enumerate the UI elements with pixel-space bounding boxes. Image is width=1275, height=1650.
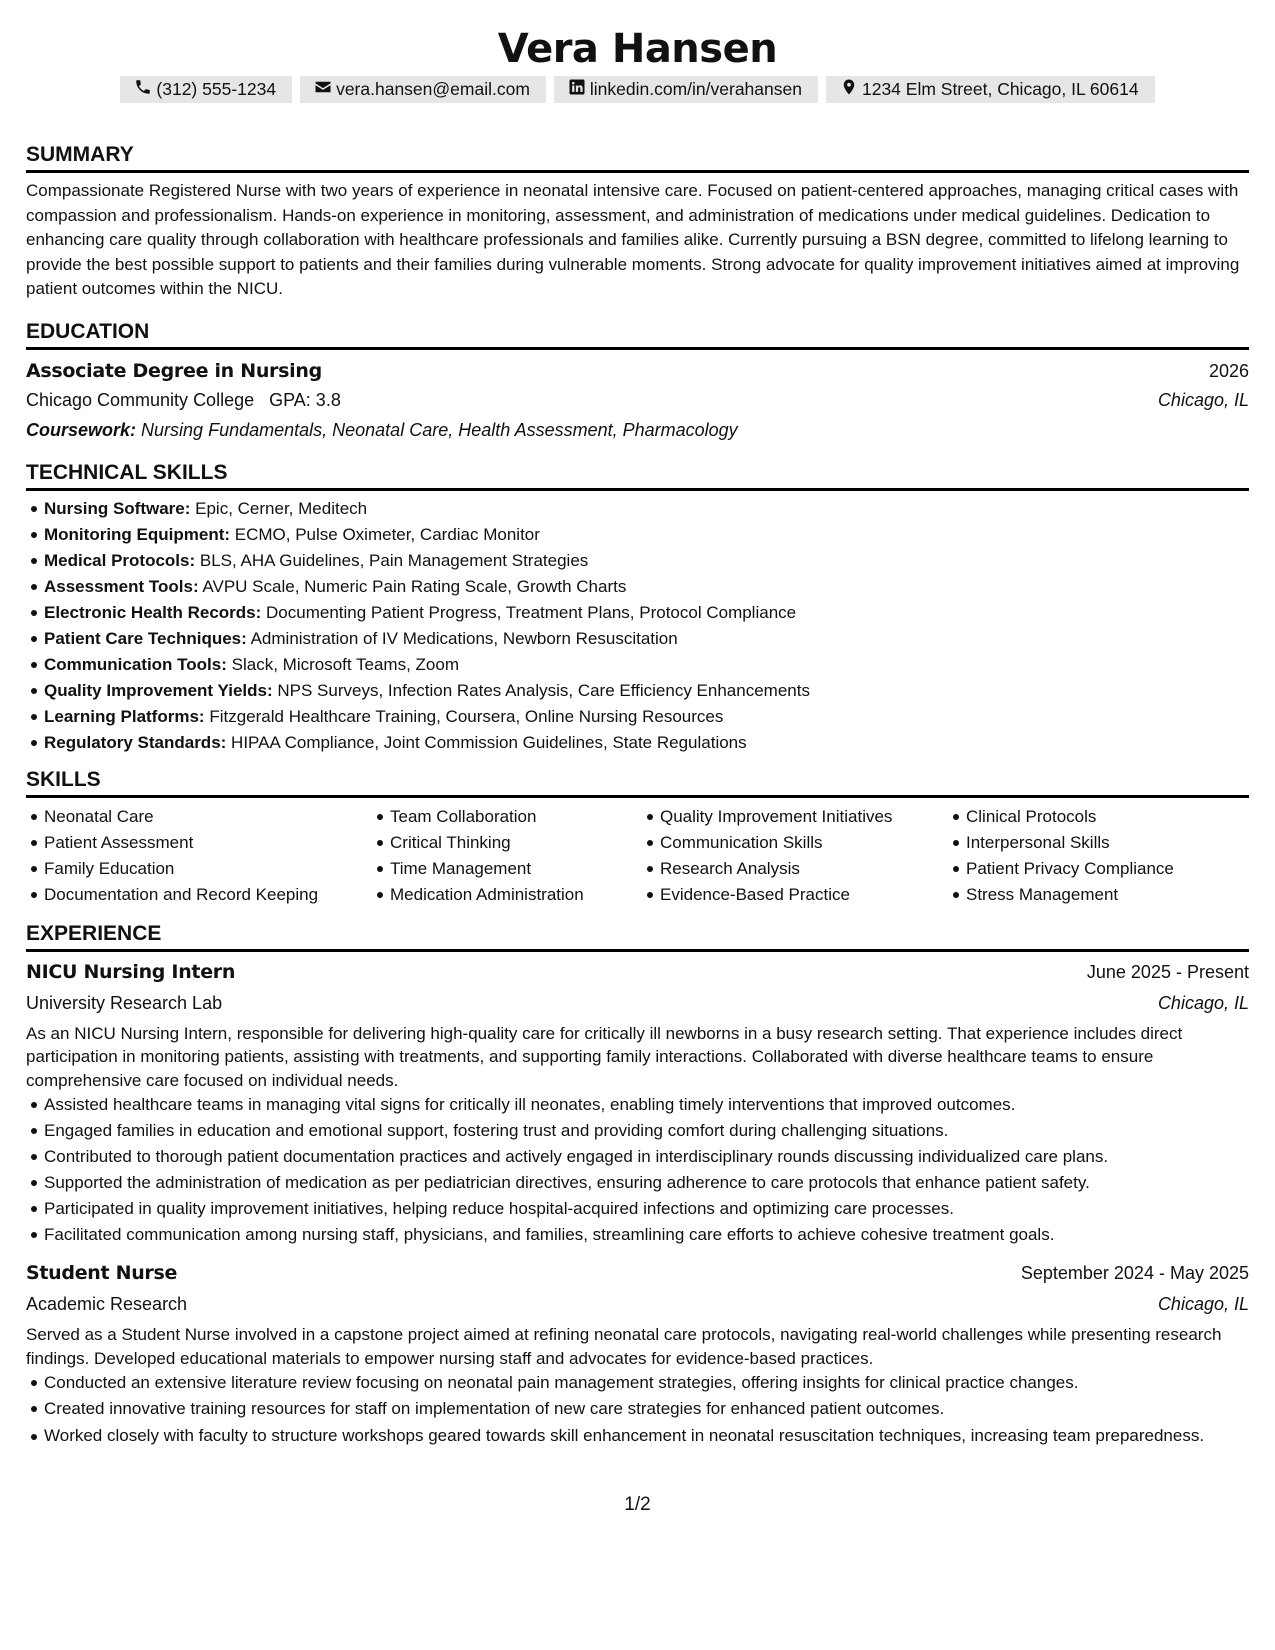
job-dates: June 2025 - Present: [1086, 961, 1249, 982]
skills-heading: SKILLS: [26, 764, 1249, 798]
list-item: Medication Administration: [390, 882, 642, 908]
address-chip: [826, 76, 1155, 103]
list-item: Family Education: [44, 856, 372, 882]
list-item: Facilitated communication among nursing staff, physicians, and families, streamlining care efforts to achieve cohesive treatment goals.: [44, 1222, 1249, 1248]
education-header-row: [26, 356, 1249, 386]
skill-value: Administration of IV Medications, Newborn Resuscitation: [250, 628, 678, 648]
list-item: [44, 600, 1249, 626]
page-number: 1/2: [624, 1494, 651, 1515]
skill-label: Quality Improvement Yields:: [44, 680, 273, 700]
resume-page: [26, 0, 1249, 1650]
technical-skills-heading: TECHNICAL SKILLS: [26, 457, 1249, 491]
list-item: Neonatal Care: [44, 804, 372, 830]
list-item: Team Collaboration: [390, 804, 642, 830]
candidate-name: Vera Hansen: [497, 26, 778, 72]
skill-value: Epic, Cerner, Meditech: [195, 498, 368, 518]
skill-label: Regulatory Standards:: [44, 732, 227, 752]
list-item: Worked closely with faculty to structure workshops geared towards skill enhancement in neonatal resuscitation techniques, increasing team preparedness.: [44, 1424, 1249, 1448]
job-bullets: [26, 1092, 1249, 1248]
list-item: Quality Improvement Initiatives: [660, 804, 948, 830]
skills-column: [372, 804, 642, 908]
linkedin-text: linkedin.com/in/verahansen: [589, 79, 802, 99]
phone-icon: [134, 78, 152, 101]
list-item: [44, 704, 1249, 730]
list-item: [44, 574, 1249, 600]
skill-label: Electronic Health Records:: [44, 602, 262, 622]
coursework-label: Coursework:: [26, 419, 137, 440]
list-item: [44, 730, 1249, 756]
list-item: Patient Assessment: [44, 830, 372, 856]
school-line: [26, 386, 341, 415]
list-item: Contributed to thorough patient documentation practices and actively engaged in interdisciplinary rounds discussing individualized care plans.: [44, 1144, 1249, 1170]
degree-title: Associate Degree in Nursing: [26, 359, 322, 382]
list-item: [44, 496, 1249, 522]
list-item: Created innovative training resources for staff on implementation of new care strategies for enhanced patient outcomes.: [44, 1396, 1249, 1422]
job-dates: September 2024 - May 2025: [1020, 1263, 1249, 1283]
skills-column: [948, 804, 1266, 908]
list-item: Critical Thinking: [390, 830, 642, 856]
job-title: NICU Nursing Intern: [26, 960, 236, 983]
list-item: Communication Skills: [660, 830, 948, 856]
list-item: Clinical Protocols: [966, 804, 1266, 830]
school-location: Chicago, IL: [1157, 389, 1249, 410]
education-heading: EDUCATION: [26, 316, 1249, 350]
coursework-list: Nursing Fundamentals, Neonatal Care, Health Assessment, Pharmacology: [141, 419, 738, 440]
list-item: Evidence-Based Practice: [660, 882, 948, 908]
job-header-row: [26, 1258, 1249, 1289]
skill-value: Documenting Patient Progress, Treatment Plans, Protocol Compliance: [266, 602, 797, 622]
job-description: As an NICU Nursing Intern, responsible for delivering high-quality care for critically ill newborns in a busy research setting. That experience includes direct participation in monitoring patients, assisting with treatments, and supporting family interactions. Collaborated with diverse healthcare teams to ensure comprehensive care focused on individual needs.: [26, 1023, 1183, 1090]
list-item: Assisted healthcare teams in managing vital signs for critically ill neonates, enabling timely interventions that improved outcomes.: [44, 1092, 1249, 1118]
list-item: Patient Privacy Compliance: [966, 856, 1266, 882]
list-item: Time Management: [390, 856, 642, 882]
skill-label: Medical Protocols:: [44, 550, 196, 570]
job-entry: [26, 1258, 1249, 1448]
phone-text: (312) 555-1234: [156, 79, 277, 99]
list-item: Supported the administration of medication as per pediatrician directives, ensuring adherence to care protocols that enhance patient safety.: [44, 1170, 1249, 1196]
envelope-icon: [314, 78, 332, 101]
list-item: Stress Management: [966, 882, 1266, 908]
list-item: [44, 678, 1249, 704]
email-chip[interactable]: [300, 76, 546, 103]
list-item: [44, 548, 1249, 574]
skill-value: BLS, AHA Guidelines, Pain Management Strategies: [199, 550, 589, 570]
skills-column: [642, 804, 948, 908]
job-location: Chicago, IL: [1157, 1294, 1249, 1314]
job-entry: [26, 957, 1249, 1249]
skill-value: AVPU Scale, Numeric Pain Rating Scale, Growth Charts: [202, 576, 627, 596]
linkedin-chip[interactable]: [554, 76, 818, 103]
summary-text: Compassionate Registered Nurse with two years of experience in neonatal intensive care. Focused on patient-centered approaches, managing critical cases with compassion and professionalism. Hands-on experience in monitoring, assessment, and administration of medications under medical guidelines. Dedication to enhancing care quality through collaboration with healthcare professionals and families alike. Currently pursuing a BSN degree, committed to lifelong learning to provide the best possible support to patients and their families during vulnerable moments. Strong advocate for quality improvement initiatives aimed at improving patient outcomes within the NICU.: [26, 181, 1240, 298]
list-item: Conducted an extensive literature review focusing on neonatal pain management strategies, offering insights for clinical practice changes.: [44, 1370, 1249, 1396]
list-item: Documentation and Record Keeping: [44, 882, 372, 908]
school-name: Chicago Community College: [26, 389, 255, 410]
education-school-row: [26, 386, 1249, 415]
coursework-line: [26, 415, 1249, 445]
list-item: [44, 522, 1249, 548]
address-text: 1234 Elm Street, Chicago, IL 60614: [861, 79, 1139, 99]
gpa: GPA: 3.8: [269, 389, 341, 410]
list-item: [44, 652, 1249, 678]
skills-column: [26, 804, 372, 908]
skill-label: Patient Care Techniques:: [44, 628, 247, 648]
job-description: Served as a Student Nurse involved in a capstone project aimed at refining neonatal care protocols, navigating real-world challenges while presenting research findings. Developed educational materials to empower nursing staff and advocates for evidence-based practices.: [26, 1325, 1222, 1368]
job-organization: Academic Research: [26, 1294, 188, 1314]
contact-bar: [26, 76, 1249, 103]
job-bullets: [26, 1370, 1249, 1448]
experience-heading: EXPERIENCE: [26, 918, 1249, 952]
list-item: Interpersonal Skills: [966, 830, 1266, 856]
graduation-year: 2026: [1208, 360, 1249, 381]
job-org-row: [26, 1289, 1249, 1319]
skill-value: ECMO, Pulse Oximeter, Cardiac Monitor: [234, 524, 540, 544]
list-item: Engaged families in education and emotional support, fostering trust and providing comfort during challenging situations.: [44, 1118, 1249, 1144]
skill-value: NPS Surveys, Infection Rates Analysis, Care Efficiency Enhancements: [277, 680, 810, 700]
skill-label: Assessment Tools:: [44, 576, 199, 596]
skills-grid: [26, 804, 1249, 908]
job-organization: University Research Lab: [26, 992, 223, 1013]
skill-value: Slack, Microsoft Teams, Zoom: [231, 654, 459, 674]
job-org-row: [26, 988, 1249, 1018]
linkedin-icon: [568, 78, 586, 101]
list-item: [44, 626, 1249, 652]
skill-value: HIPAA Compliance, Joint Commission Guidelines, State Regulations: [231, 732, 747, 752]
job-header-row: [26, 957, 1249, 988]
skill-label: Nursing Software:: [44, 498, 191, 518]
email-text: vera.hansen@email.com: [336, 79, 530, 99]
skill-label: Communication Tools:: [44, 654, 227, 674]
summary-heading: SUMMARY: [26, 139, 1249, 173]
job-location: Chicago, IL: [1157, 992, 1249, 1013]
skill-label: Learning Platforms:: [44, 706, 205, 726]
job-title: Student Nurse: [26, 1262, 178, 1284]
list-item: Participated in quality improvement initiatives, helping reduce hospital-acquired infections and optimizing care processes.: [44, 1196, 1249, 1222]
technical-skills-list: [26, 496, 1249, 756]
skill-label: Monitoring Equipment:: [44, 524, 231, 544]
map-pin-icon: [840, 78, 858, 101]
skill-value: Fitzgerald Healthcare Training, Coursera, Online Nursing Resources: [209, 706, 724, 726]
phone-chip[interactable]: [120, 76, 292, 103]
list-item: Research Analysis: [660, 856, 948, 882]
